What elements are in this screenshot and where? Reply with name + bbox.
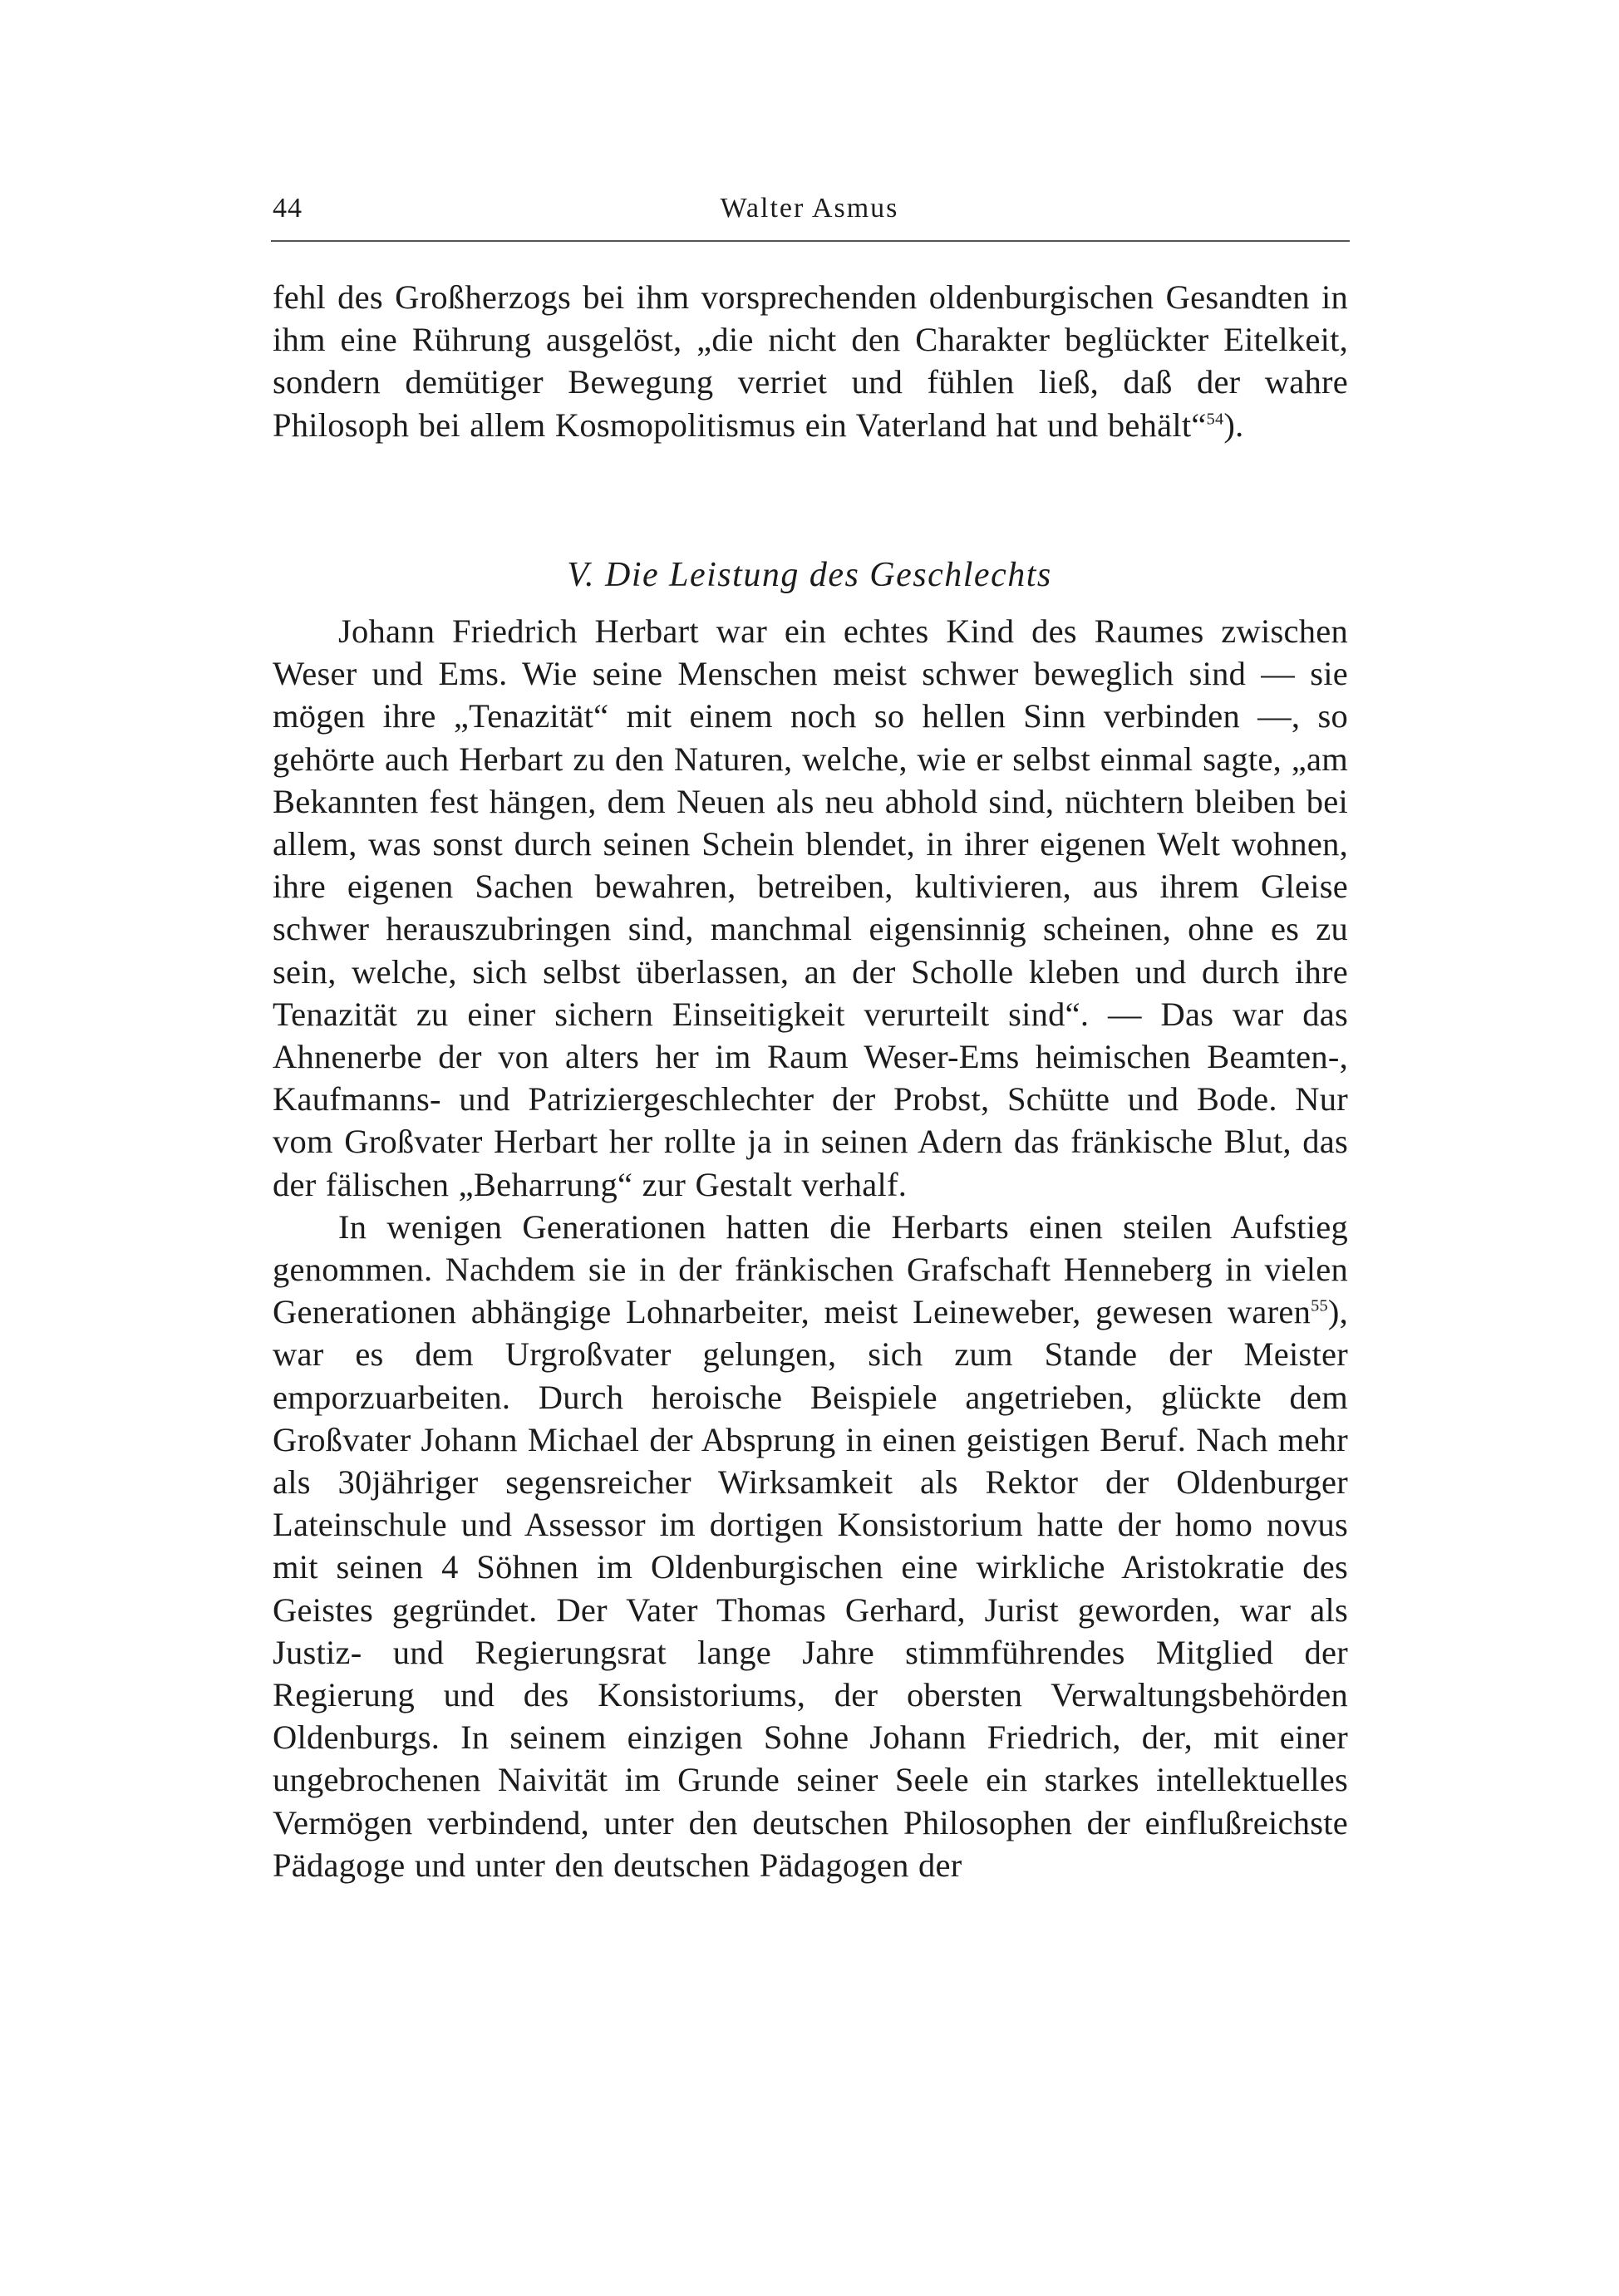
text-block-main bbox=[273, 610, 1348, 1886]
page-number: 44 bbox=[273, 193, 303, 224]
section-heading: V. Die Leistung des Geschlechts bbox=[567, 556, 1052, 594]
footnote-ref-55: 55 bbox=[1311, 1296, 1328, 1315]
paragraph-3-text-end: ), war es dem Urgroßvater gelungen, sich zum Stande der Meister emporzuarbeiten. Durch heroische Beispiele angetrieben, glückte dem Großvater Johann Michael der Absprung in einen geistigen Beruf. Nach mehr als 30jähriger segensreicher Wirksamkeit als Rektor der Oldenburger Lateinschule und Assessor im dortigen Konsistorium hatte der homo novus mit seinen 4 Söhnen im Oldenburgischen eine wirkliche Aristokratie des Geistes gegründet. Der Vater Thomas Gerhard, Jurist geworden, war als Justiz- und Regierungsrat lange Jahre stimmführendes Mitglied der Regierung und des Konsistoriums, der obersten Verwaltungsbehörden Oldenburgs. In seinem einzigen Sohne Johann Friedrich, der, mit einer ungebrochenen Naivität im Grunde seiner Seele ein starkes intellektuelles Vermögen verbindend, unter den deutschen Philosophen der einflußreichste Pädagoge und unter den deutschen Pädagogen der bbox=[273, 1293, 1348, 1884]
footnote-ref-54: 54 bbox=[1206, 410, 1224, 429]
paragraph-3 bbox=[273, 1206, 1348, 1886]
paragraph-3-text-start: In wenigen Generationen hatten die Herbarts einen steilen Aufstieg genommen. Nachdem sie in der fränkischen Grafschaft Henneberg in vielen Generationen abhängige Lohnarbeiter, meist Leineweber, gewesen waren bbox=[273, 1207, 1348, 1331]
paragraph-1-closing: ). bbox=[1223, 406, 1244, 444]
header-rule bbox=[271, 240, 1350, 242]
paragraph-continuation bbox=[273, 276, 1348, 446]
paragraph-2: Johann Friedrich Herbart war ein echtes Kind des Raumes zwischen Weser und Ems. Wie seine Menschen meist schwer beweglich sind — sie mögen ihre „Tenazität“ mit einem noch so hellen Sinn verbinden —, so gehörte auch Herbart zu den Naturen, welche, wie er selbst einmal sagte, „am Bekannten fest hängen, dem Neuen als neu abhold sind, nüchtern bleiben bei allem, was sonst durch seinen Schein blendet, in ihrer eigenen Welt wohnen, ihre eigenen Sachen bewahren, betreiben, kultivieren, aus ihrem Gleise schwer herauszubringen sind, manchmal eigensinnig scheinen, ohne es zu sein, welche, sich selbst überlassen, an der Scholle kleben und durch ihre Tenazität zu einer sichern Einseitigkeit verurteilt sind“. — Das war das Ahnenerbe der von alters her im Raum Weser-Ems heimischen Beamten-, Kaufmanns- und Patriziergeschlechter der Probst, Schütte und Bode. Nur vom Großvater Herbart her rollte ja in seinen Adern das fränkische Blut, das der fälischen „Beharrung“ zur Gestalt verhalf. bbox=[273, 612, 1348, 1203]
text-block-top bbox=[273, 276, 1348, 446]
paragraph-1-text: fehl des Großherzogs bei ihm vorsprechenden oldenburgischen Gesandten in ihm eine Rührung ausgelöst, „die nicht den Charakter beglückter Eitelkeit, sondern demütiger Bewegung verriet und fühlen ließ, daß der wahre Philosoph bei allem Kosmopolitismus ein Vaterland hat und behält“ bbox=[273, 278, 1348, 444]
running-head: Walter Asmus bbox=[720, 193, 899, 224]
